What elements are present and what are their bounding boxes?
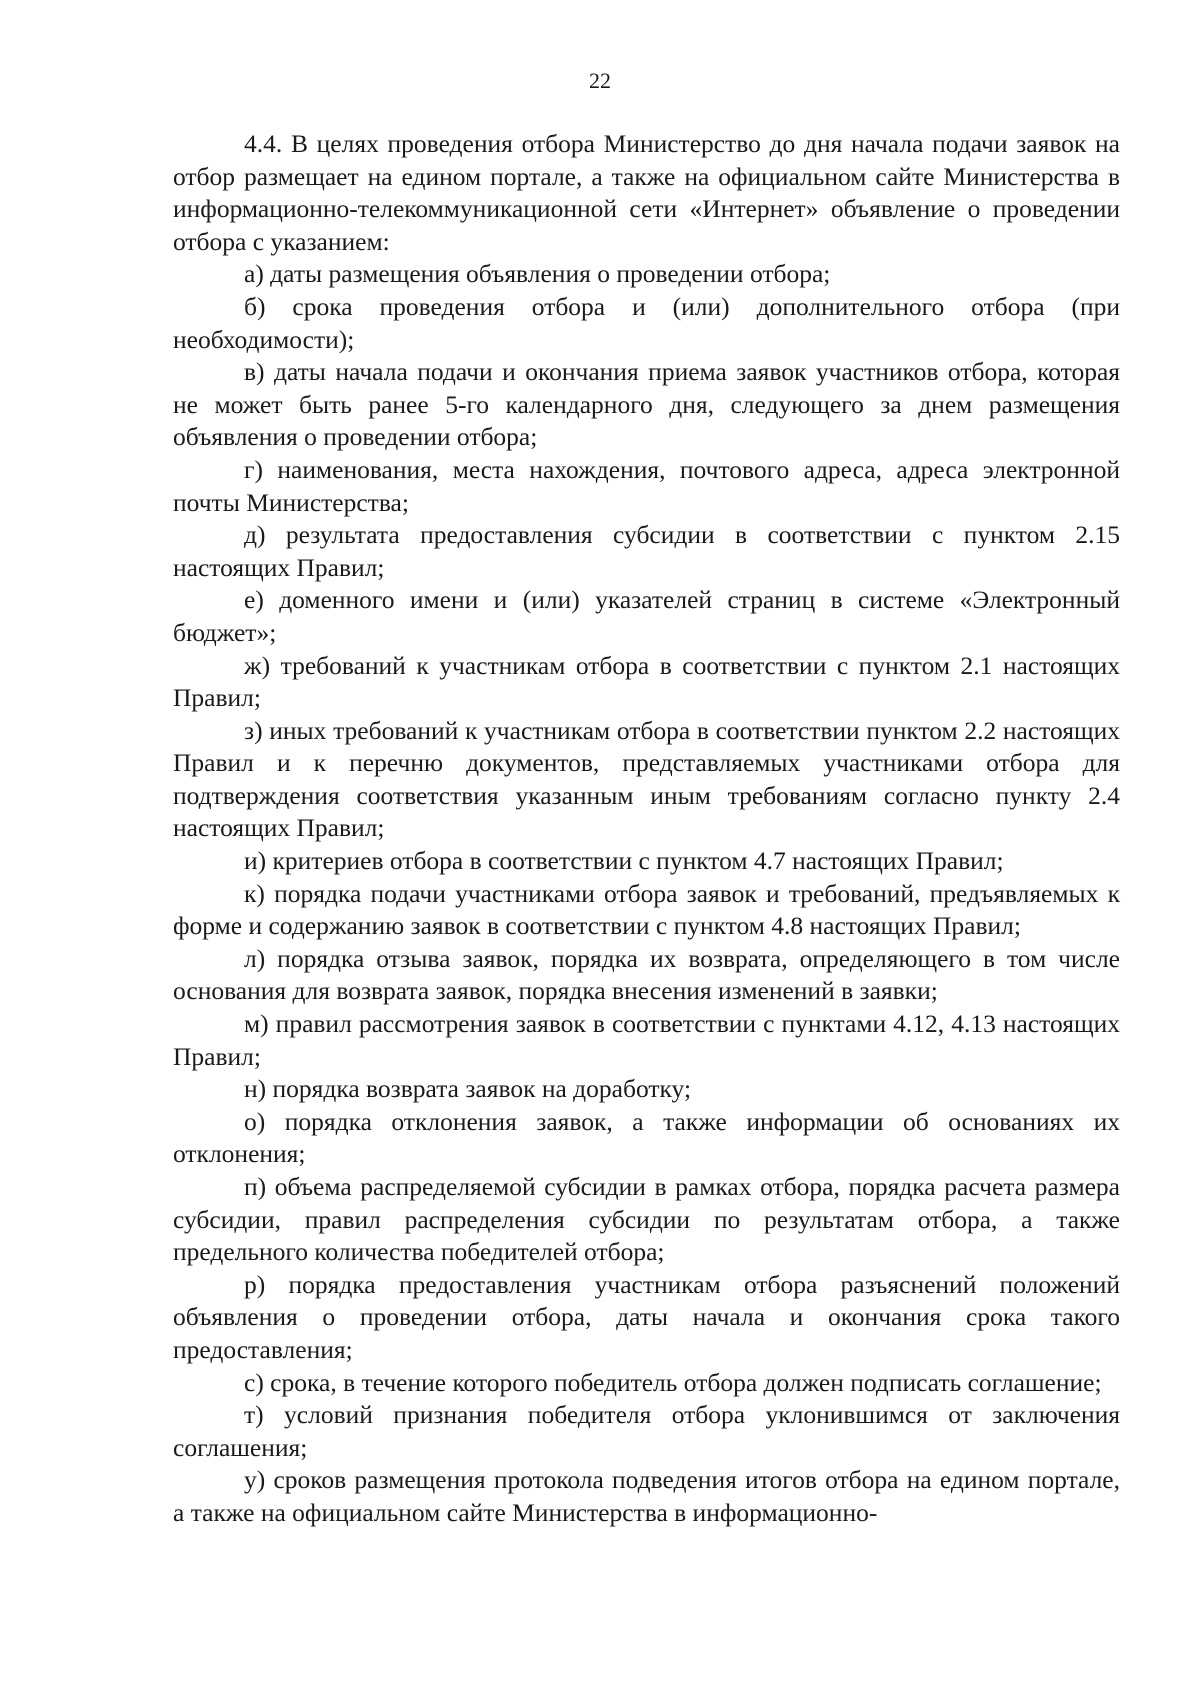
document-body — [173, 128, 1120, 1530]
list-item-n: н) порядка возврата заявок на доработку; — [244, 1074, 692, 1104]
list-item-d: д) результата предоставления субсидии в соответствии с пунктом 2.15 настоящих Правил; — [173, 520, 1120, 582]
list-item-k: к) порядка подачи участниками отбора заявок и требований, предъявляемых к форме и содержанию заявок в соответствии с пунктом 4.8 настоящих Правил; — [173, 878, 1120, 941]
paragraph-4-4-intro: 4.4. В целях проведения отбора Министерство до дня начала подачи заявок на отбор размещает на едином портале, а также на официальном сайте Министерства в информационно-телекоммуникационной сети «Интернет» объявление о проведении отбора с указанием: — [173, 129, 1120, 256]
list-item-p: п) объема распределяемой субсидии в рамках отбора, порядка расчета размера субсидии, правил распределения субсидии по результатам отбора, а также предельного количества победителей отбора; — [173, 1172, 1120, 1267]
list-item-i: и) критериев отбора в соответствии с пунктом 4.7 настоящих Правил; — [244, 846, 1004, 876]
list-item-a: а) даты размещения объявления о проведении отбора; — [244, 259, 831, 289]
list-item-v: в) даты начала подачи и окончания приема заявок участников отбора, которая не может быть ранее 5-го календарного дня, следующего за днем размещения объявления о проведении отбора; — [173, 357, 1120, 452]
list-item-g: г) наименования, места нахождения, почтового адреса, адреса электронной почты Министерства; — [173, 454, 1120, 517]
list-item-e: е) доменного имени и (или) указателей страниц в системе «Электронный бюджет»; — [173, 585, 1120, 647]
list-item-m: м) правил рассмотрения заявок в соответствии с пунктами 4.12, 4.13 настоящих Правил; — [173, 1009, 1120, 1071]
list-item-z: з) иных требований к участникам отбора в соответствии пунктом 2.2 настоящих Правил и к перечню документов, представляемых участниками отбора для подтверждения соответствия указанным иным требованиям согласно пункту 2.4 настоящих Правил; — [173, 715, 1120, 843]
list-item-o: о) порядка отклонения заявок, а также информации об основаниях их отклонения; — [173, 1106, 1120, 1169]
list-item-r: р) порядка предоставления участникам отбора разъяснений положений объявления о проведении отбора, даты начала и окончания срока такого предоставления; — [173, 1269, 1120, 1364]
list-item-l: л) порядка отзыва заявок, порядка их возврата, определяющего в том числе основания для возврата заявок, порядка внесения изменений в заявки; — [173, 943, 1120, 1006]
list-item-zh: ж) требований к участникам отбора в соответствии с пунктом 2.1 настоящих Правил; — [173, 650, 1120, 713]
list-item-b: б) срока проведения отбора и (или) дополнительного отбора (при необходимости); — [173, 291, 1120, 354]
list-item-s: с) срока, в течение которого победитель отбора должен подписать соглашение; — [244, 1367, 1102, 1397]
list-item-u: у) сроков размещения протокола подведения итогов отбора на едином портале, а также на официальном сайте Министерства в информационно- — [173, 1465, 1120, 1527]
page-number: 22 — [589, 68, 611, 93]
list-item-t: т) условий признания победителя отбора уклонившимся от заключения соглашения; — [173, 1400, 1120, 1462]
